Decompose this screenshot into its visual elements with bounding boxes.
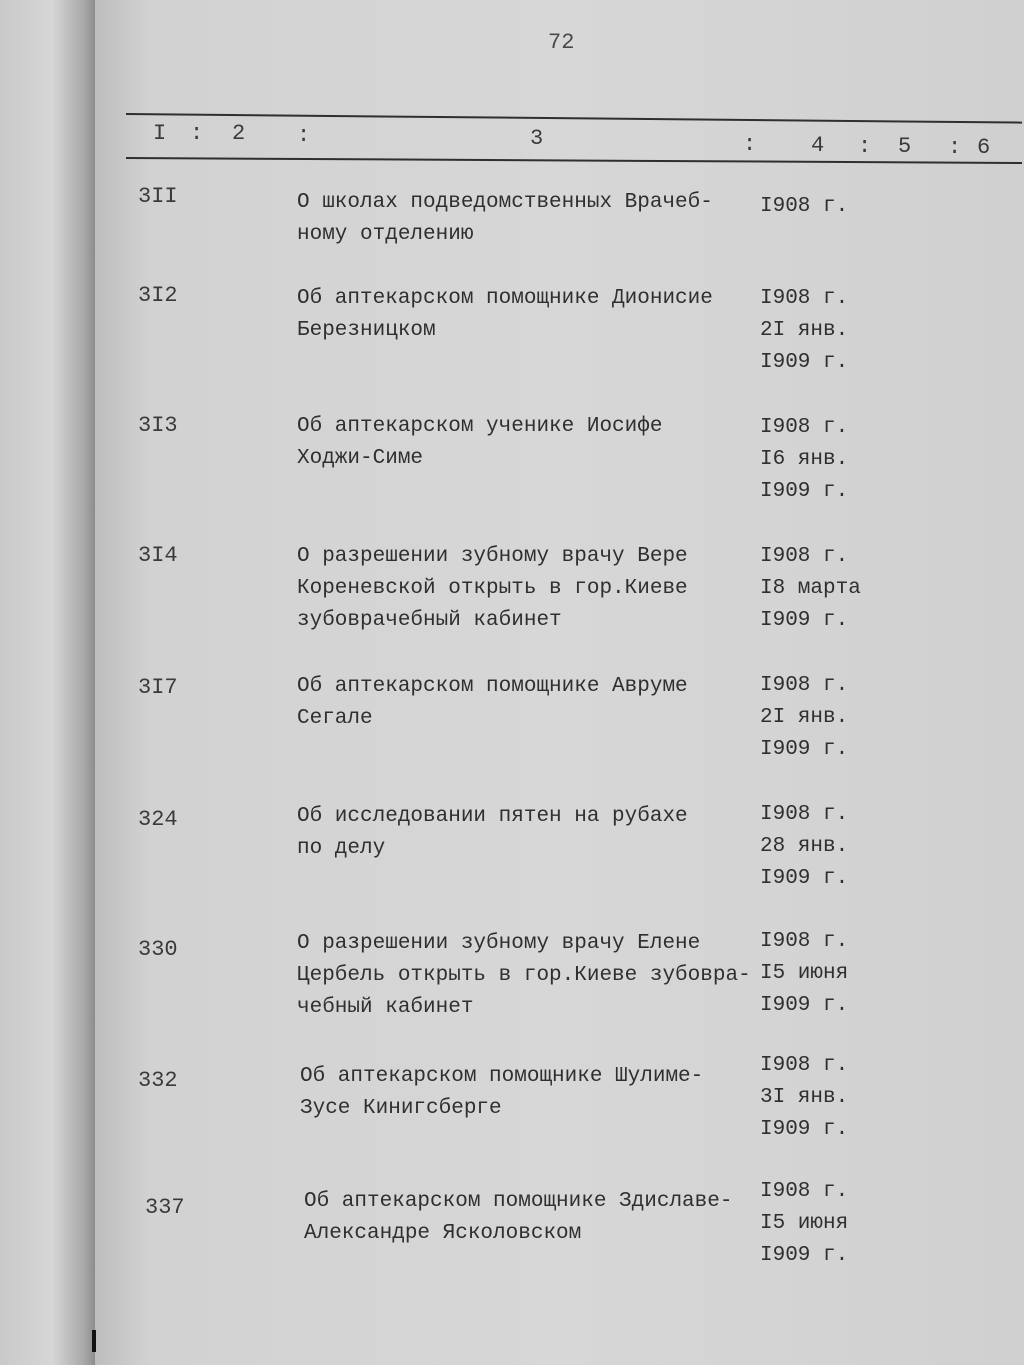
entry-date-line: 2I янв. [760, 319, 849, 342]
entry-date-line: I909 г. [760, 994, 849, 1017]
entry-title-line: Об исследовании пятен на рубахе [297, 805, 688, 828]
entry-date-line: I909 г. [760, 480, 849, 503]
page-number: 72 [548, 30, 575, 55]
entry-title [297, 187, 767, 251]
column-header-4: 4 [811, 133, 825, 158]
entry-number: 3I2 [138, 283, 178, 308]
entry-dates [760, 799, 890, 895]
entry-number: 324 [138, 807, 178, 832]
entry-date-line: I8 марта [760, 577, 861, 600]
entry-dates [760, 1176, 890, 1272]
entry-dates [760, 1050, 890, 1146]
entry-dates [760, 191, 890, 223]
entry-date-line: I6 янв. [760, 448, 849, 471]
column-header-5: 5 [898, 134, 912, 159]
entry-date-line: I908 г. [760, 287, 849, 310]
entry-date-line: I5 июня [760, 962, 849, 985]
entry-title-line: О разрешении зубному врачу Елене [297, 932, 701, 955]
facing-page-edge [0, 0, 95, 1365]
column-separator: : [190, 121, 204, 146]
entry-title [297, 928, 767, 1024]
entry-date-line: I909 г. [760, 1118, 849, 1141]
entry-date-line: I908 г. [760, 930, 849, 953]
entry-title-line: Александре Ясколовском [304, 1222, 582, 1245]
entry-dates [760, 670, 890, 766]
entry-title [297, 671, 767, 735]
entry-number: 337 [145, 1195, 185, 1220]
entry-date-line: I908 г. [760, 416, 849, 439]
entry-title-line: зубоврачебный кабинет [297, 609, 562, 632]
entry-title [297, 541, 767, 637]
entry-title [297, 801, 767, 865]
entry-title [297, 283, 767, 347]
column-separator: : [743, 132, 757, 157]
entry-title-line: чебный кабинет [297, 996, 474, 1019]
entry-title [300, 1061, 770, 1125]
entry-title-line: Об аптекарском помощнике Авруме [297, 675, 688, 698]
entry-dates [760, 283, 890, 379]
entry-date-line: 2I янв. [760, 706, 849, 729]
entry-date-line: I909 г. [760, 1244, 849, 1267]
entry-title-line: Ходжи-Симе [297, 447, 424, 470]
entry-date-line: I909 г. [760, 609, 849, 632]
entry-date-line: I5 июня [760, 1212, 849, 1235]
column-separator: : [948, 135, 962, 160]
entry-number: 3I4 [138, 543, 178, 568]
entry-title-line: Об аптекарском ученике Иосифе [297, 415, 663, 438]
entry-date-line: I908 г. [760, 674, 849, 697]
column-separator: : [858, 134, 872, 159]
entry-title-line: Сегале [297, 707, 373, 730]
entry-title-line: Цербель открыть в гор.Киеве зубовра- [297, 964, 751, 987]
entry-number: 330 [138, 937, 178, 962]
entry-number: 3I7 [138, 675, 178, 700]
binding-mark [92, 1330, 96, 1352]
column-header-2: 2 [232, 121, 246, 146]
entry-number: 332 [138, 1068, 178, 1093]
entry-date-line: I909 г. [760, 738, 849, 761]
entry-title-line: ному отделению [297, 223, 474, 246]
entry-date-line: I909 г. [760, 351, 849, 374]
entry-number: 3I3 [138, 413, 178, 438]
entry-dates [760, 541, 890, 637]
entry-date-line: I908 г. [760, 545, 849, 568]
entry-title-line: Об аптекарском помощнике Здиславе- [304, 1190, 733, 1213]
entry-date-line: I908 г. [760, 803, 849, 826]
entry-dates [760, 412, 890, 508]
entry-title-line: О разрешении зубному врачу Вере [297, 545, 688, 568]
entry-date-line: I908 г. [760, 195, 849, 218]
entry-title-line: Березницком [297, 319, 436, 342]
entry-number: 3II [138, 184, 178, 209]
column-separator: : [297, 123, 311, 148]
column-header-6: 6 [977, 135, 991, 160]
entry-date-line: I909 г. [760, 867, 849, 890]
entry-dates [760, 926, 890, 1022]
entry-title-line: О школах подведомственных Врачеб- [297, 191, 713, 214]
entry-title-line: Об аптекарском помощнике Дионисие [297, 287, 713, 310]
entry-date-line: I908 г. [760, 1054, 849, 1077]
column-header-1: I [153, 121, 167, 146]
entry-title-line: Кореневской открыть в гор.Киеве [297, 577, 688, 600]
column-header-3: 3 [530, 126, 544, 151]
entry-title [297, 411, 767, 475]
entry-date-line: I908 г. [760, 1180, 849, 1203]
entry-date-line: 28 янв. [760, 835, 849, 858]
entry-date-line: 3I янв. [760, 1086, 849, 1109]
entry-title-line: Зусе Кинигсберге [300, 1097, 502, 1120]
entry-title [304, 1186, 774, 1250]
entry-title-line: по делу [297, 837, 386, 860]
entry-title-line: Об аптекарском помощнике Шулиме- [300, 1065, 704, 1088]
